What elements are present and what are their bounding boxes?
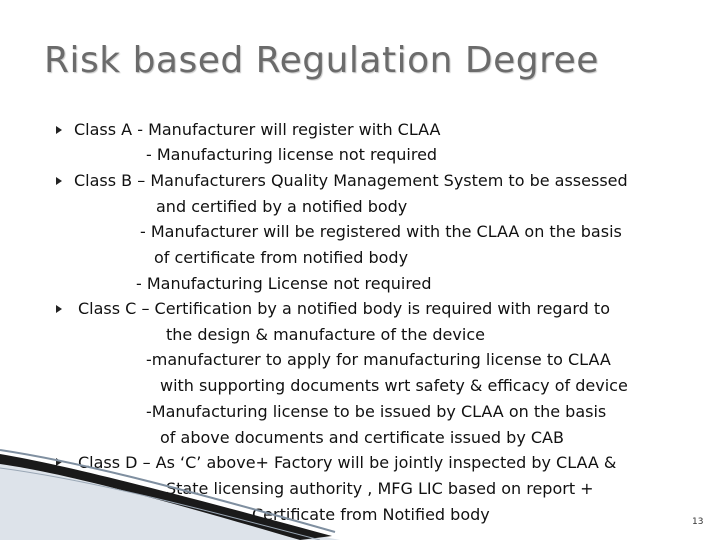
body-line: and certified by a notified body	[156, 197, 408, 216]
body-line: of certificate from notified body	[154, 248, 409, 267]
bullet-icon	[56, 305, 62, 313]
body-line: -manufacturer to apply for manufacturing license to CLAA	[146, 350, 611, 369]
slide-title: Risk based Regulation Degree	[44, 40, 599, 81]
bullet-icon	[56, 177, 62, 185]
body-line: Class C – Certification by a notified body is required with regard to	[78, 299, 610, 318]
body-line: the design & manufacture of the device	[166, 325, 485, 344]
body-line: with supporting documents wrt safety & efficacy of device	[160, 376, 628, 395]
body-line: - Manufacturing license not required	[146, 145, 438, 164]
body-line: Class B – Manufacturers Quality Management System to be assessed	[74, 171, 628, 190]
body-line: Class A - Manufacturer will register with CLAA	[74, 120, 441, 139]
body-line: of above documents and certificate issued by CAB	[160, 428, 564, 447]
page-number: 13	[692, 517, 704, 527]
body-line: State licensing authority , MFG LIC based on report +	[166, 479, 594, 498]
decorative-swoosh	[0, 440, 340, 540]
body-line: -Manufacturing license to be issued by CLAA on the basis	[146, 402, 607, 421]
body-line: - Manufacturing License not required	[136, 274, 432, 293]
body-line: Certificate from Notified body	[252, 505, 490, 524]
body-line: Class D – As ‘C’ above+ Factory will be jointly inspected by CLAA &	[78, 453, 617, 472]
bullet-icon	[56, 126, 62, 134]
body-line: - Manufacturer will be registered with the CLAA on the basis	[140, 222, 622, 241]
